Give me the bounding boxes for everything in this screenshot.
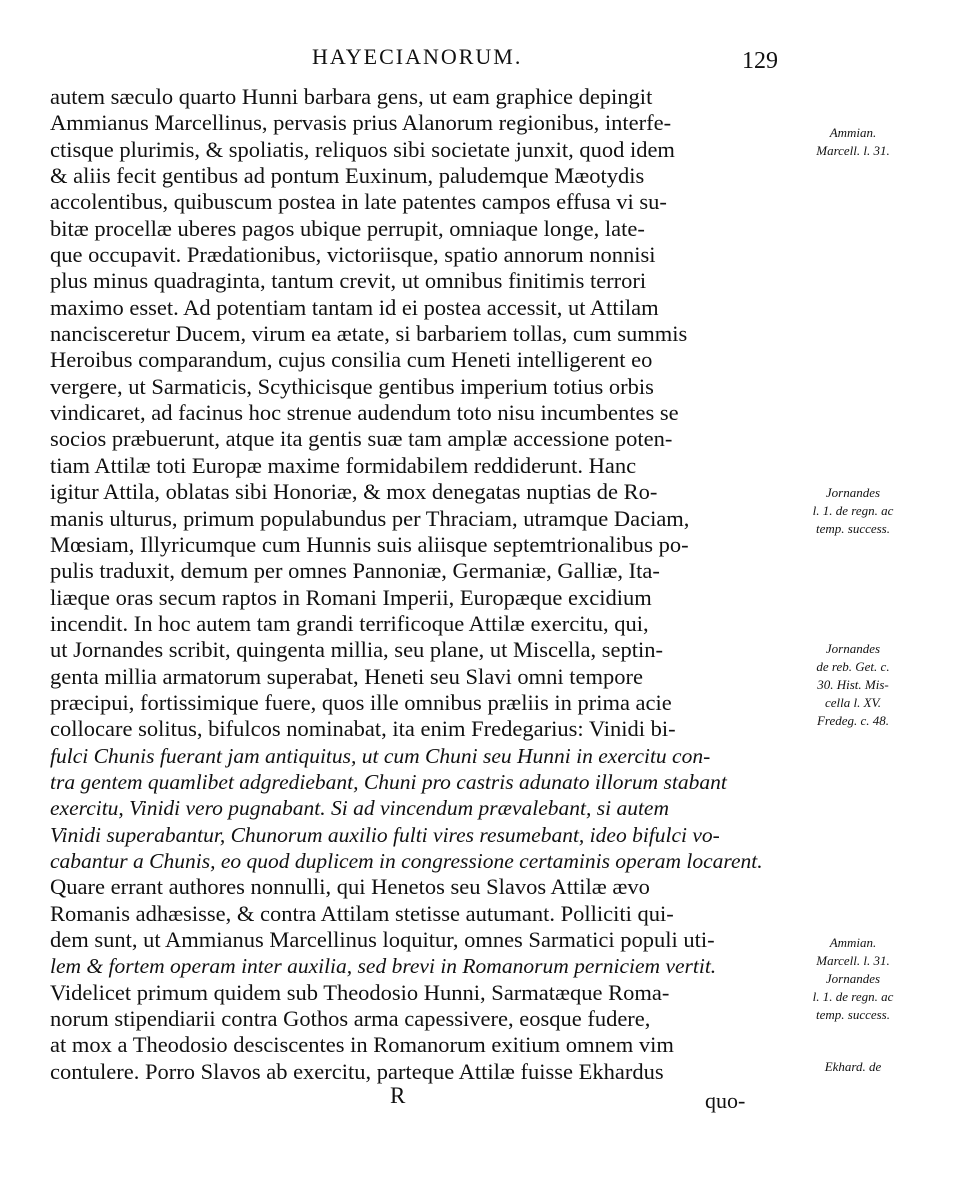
text-line: nancisceretur Ducem, virum ea ætate, si barbariem tollas, cum summis: [50, 321, 688, 347]
text-line: vergere, ut Sarmaticis, Scythicisque gentibus imperium totius orbis: [50, 373, 654, 399]
quotation-line: lem & fortem operam inter auxilia, sed brevi in Romanorum perniciem vertit.: [50, 954, 717, 979]
text-line: genta millia armatorum superabat, Heneti seu Slavi omni tempore: [50, 663, 643, 689]
page-number: 129: [742, 48, 778, 74]
text-line: que occupavit. Prædationibus, victoriisque, spatio annorum nonnisi: [50, 242, 656, 268]
margin-note-line: Ammian.: [829, 935, 877, 950]
margin-note-line: Marcell. l. 31.: [816, 143, 890, 158]
text-line: at mox a Theodosio desciscentes in Romanorum exitium omnem vim: [50, 1032, 674, 1058]
text-line: plus minus quadraginta, tantum crevit, ut omnibus finitimis terrori: [50, 268, 647, 294]
text-line: Mœsiam, Illyricumque cum Hunnis suis aliisque septemtrionalibus po-: [50, 531, 689, 557]
text-line: contulere. Porro Slavos ab exercitu, parteque Attilæ fuisse Ekhardus: [50, 1058, 664, 1084]
margin-note-line: Marcell. l. 31.: [816, 953, 890, 968]
margin-note-ekhard: [783, 1058, 923, 1076]
margin-note-line: de reb. Get. c.: [816, 659, 890, 674]
margin-note-line: Jornandes: [825, 971, 881, 986]
text-line: & aliis fecit gentibus ad pontum Euxinum, paludemque Mæotydis: [50, 163, 645, 189]
text-line: Quare errant authores nonnulli, qui Henetos seu Slavos Attilæ ævo: [50, 874, 650, 900]
text-line: maximo esset. Ad potentiam tantam id ei postea accessit, ut Attilam: [50, 294, 659, 320]
signature-mark: R: [390, 1083, 406, 1108]
margin-note-line: l. 1. de regn. ac: [812, 503, 894, 518]
margin-note-line: temp. success.: [815, 521, 890, 536]
text-line: vindicaret, ad facinus hoc strenue audendum toto nisu incumbentes se: [50, 400, 679, 426]
margin-note-line: Jornandes: [825, 641, 881, 656]
margin-note-ammianus: [783, 124, 923, 160]
text-line: manis ulturus, primum populabundus per Thraciam, utramque Daciam,: [50, 505, 690, 531]
text-line: norum stipendiarii contra Gothos arma capessivere, eosque fudere,: [50, 1006, 651, 1032]
text-line: pulis traduxit, demum per omnes Pannoniæ, Germaniæ, Galliæ, Ita-: [50, 558, 660, 584]
text-line: ctisque plurimis, & spoliatis, reliquos sibi societate junxit, quod idem: [50, 136, 675, 162]
running-head: HAYECIANORUM.: [312, 44, 523, 69]
quotation-line: cabantur a Chunis, eo quod duplicem in congressione certaminis operam locarent.: [50, 848, 763, 873]
text-line: Videlicet primum quidem sub Theodosio Hunni, Sarmatæque Roma-: [50, 979, 670, 1005]
body-text: [50, 84, 780, 1085]
text-line: socios præbuerunt, atque ita gentis suæ tam amplæ accessione poten-: [50, 426, 673, 452]
text-line: Heroibus comparandum, cujus consilia cum Heneti intelligerent eo: [50, 347, 653, 373]
quotation-line: fulci Chunis fuerant jam antiquitus, ut cum Chuni seu Hunni in exercitu con-: [50, 743, 711, 768]
margin-note-jornandes-regn: [783, 484, 923, 538]
margin-note-line: l. 1. de regn. ac: [812, 989, 894, 1004]
margin-note-line: Fredeg. c. 48.: [816, 713, 890, 728]
quotation-line: Vinidi superabantur, Chunorum auxilio fulti vires resumebant, ideo bifulci vo-: [50, 822, 720, 847]
margin-note-jornandes-get: [783, 640, 923, 730]
text-line: tiam Attilæ toti Europæ maxime formidabilem reddiderunt. Hanc: [50, 452, 637, 478]
text-line: dem sunt, ut Ammianus Marcellinus loquitur, omnes Sarmatici populi uti-: [50, 927, 715, 952]
text-line: accolentibus, quibuscum postea in late patentes campos effusa vi su-: [50, 189, 667, 215]
text-line: Ammianus Marcellinus, pervasis prius Alanorum regionibus, interfe-: [50, 110, 672, 136]
text-line: bitæ procellæ uberes pagos ubique perrupit, omniaque longe, late-: [50, 215, 645, 241]
text-line: autem sæculo quarto Hunni barbara gens, ut eam graphice depingit: [50, 84, 653, 109]
text-line: liæque oras secum raptos in Romani Imperii, Europæque excidium: [50, 584, 652, 610]
text-line: igitur Attila, oblatas sibi Honoriæ, & mox denegatas nuptias de Ro-: [50, 479, 658, 505]
margin-note-line: Jornandes: [825, 485, 881, 500]
quotation-line: exercitu, Vinidi vero pugnabant. Si ad vincendum prævalebant, si autem: [50, 796, 669, 821]
margin-note-line: Ammian.: [829, 125, 877, 140]
quotation-line: tra gentem quamlibet adgrediebant, Chuni pro castris adunato illorum stabant: [50, 769, 727, 794]
margin-note-line: temp. success.: [815, 1007, 890, 1022]
margin-note-line: 30. Hist. Mis-: [817, 677, 889, 692]
margin-note-ammianus-jornandes: [783, 934, 923, 1024]
text-line: præcipui, fortissimique fuere, quos ille omnibus præliis in prima acie: [50, 689, 672, 715]
text-line: Romanis adhæsisse, & contra Attilam stetisse autumant. Polliciti qui-: [50, 900, 674, 926]
text-line: ut Jornandes scribit, quingenta millia, seu plane, ut Miscella, septin-: [50, 637, 663, 663]
text-line: incendit. In hoc autem tam grandi terrificoque Attilæ exercitu, qui,: [50, 610, 649, 636]
margin-note-line: cella l. XV.: [824, 695, 882, 710]
text-line: collocare solitus, bifulcos nominabat, ita enim Fredegarius: Vinidi bi-: [50, 716, 676, 742]
margin-note-line: Ekhard. de: [824, 1059, 882, 1074]
catchword: quo-: [705, 1088, 746, 1113]
